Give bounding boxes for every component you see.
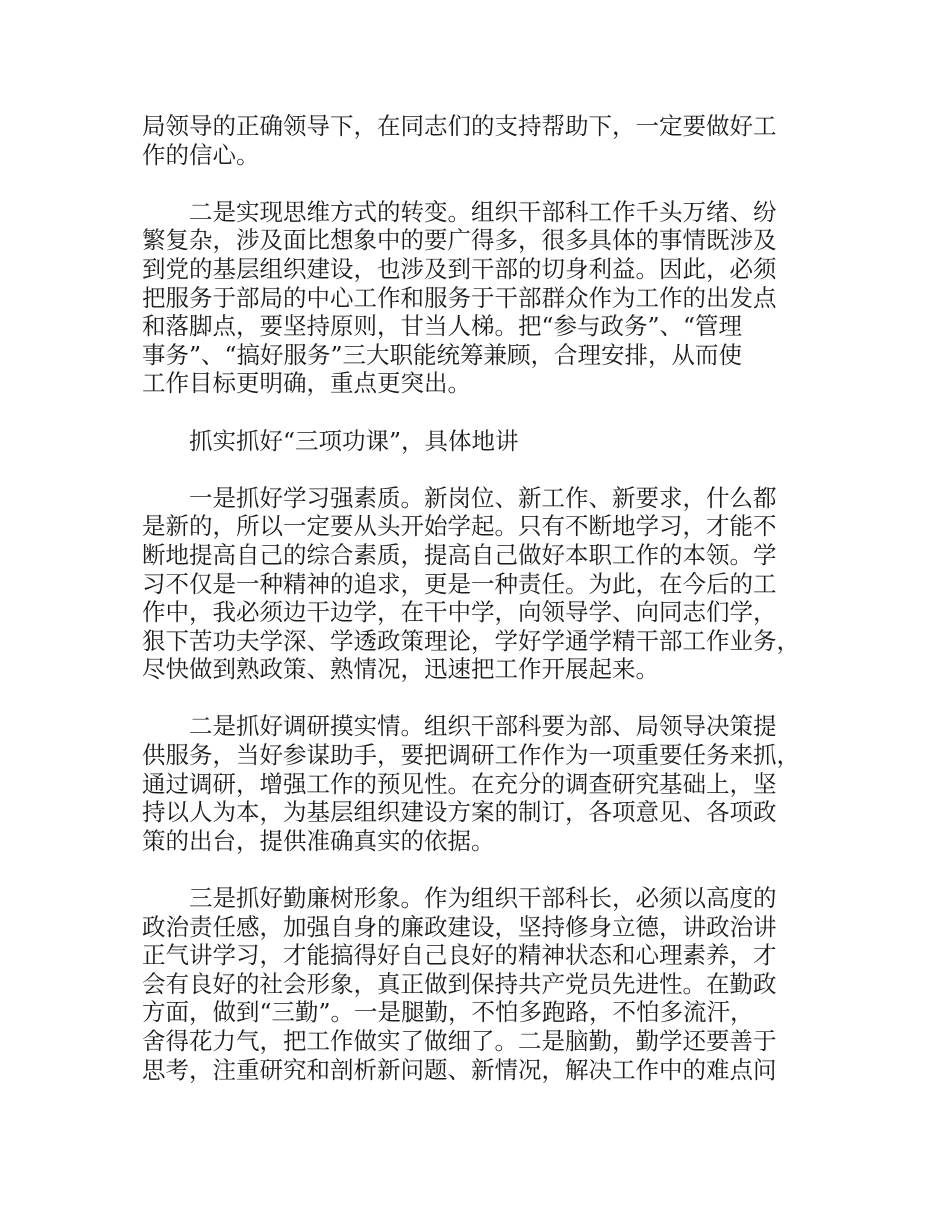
text-line: 作的信心。 <box>142 140 260 169</box>
text-line: 三是抓好勤廉树形象。作为组织干部科长，必须以高度的 <box>142 884 777 913</box>
text-line: 作中，我必须边干边学，在干中学，向领导学、向同志们学， <box>142 598 777 627</box>
text-line: 断地提高自己的综合素质，提高自己做好本职工作的本领。学 <box>142 540 777 569</box>
text-line: 习不仅是一种精神的追求，更是一种责任。为此，在今后的工 <box>142 569 777 598</box>
text-line: 是新的，所以一定要从头开始学起。只有不断地学习，才能不 <box>142 512 777 541</box>
text-line: 会有良好的社会形象，真正做到保持共产党员先进性。在勤政 <box>142 969 777 998</box>
text-line: 通过调研，增强工作的预见性。在充分的调查研究基础上，坚 <box>142 769 777 798</box>
text-line: 把服务于部局的中心工作和服务于干部群众作为工作的出发点 <box>142 283 777 312</box>
text-line: 工作目标更明确，重点更突出。 <box>142 369 471 398</box>
paragraph-integrity <box>142 884 822 1084</box>
text-line: 抓实抓好“三项功课”，具体地讲 <box>142 426 519 455</box>
text-line: 政治责任感，加强自身的廉政建设，坚持修身立德，讲政治讲 <box>142 912 777 941</box>
text-line: 方面，做到“三勤”。一是腿勤，不怕多跑路，不怕多流汗， <box>142 998 754 1027</box>
text-line: 一是抓好学习强素质。新岗位、新工作、新要求，什么都 <box>142 483 777 512</box>
text-line: 二是实现思维方式的转变。组织干部科工作千头万绪、纷 <box>142 197 777 226</box>
text-line: 局领导的正确领导下，在同志们的支持帮助下，一定要做好工 <box>142 112 777 140</box>
paragraph-intro-continuation <box>142 112 822 169</box>
text-line: 尽快做到熟政策、熟情况，迅速把工作开展起来。 <box>142 655 659 684</box>
text-line: 持以人为本，为基层组织建设方案的制订，各项意见、各项政 <box>142 798 777 827</box>
document-body <box>142 112 822 1113</box>
paragraph-study <box>142 484 822 684</box>
text-line: 狠下苦功夫学深、学透政策理论，学好学通学精干部工作业务， <box>142 626 800 655</box>
text-line: 策的出台，提供准确真实的依据。 <box>142 826 495 855</box>
paragraph-section-heading <box>142 427 822 456</box>
text-line: 舍得花力气，把工作做实了做细了。二是脑勤，勤学还要善于 <box>142 1027 777 1055</box>
paragraph-thinking-shift <box>142 198 822 398</box>
paragraph-research <box>142 712 822 855</box>
text-line: 到党的基层组织建设，也涉及到干部的切身利益。因此，必须 <box>142 254 777 283</box>
text-line: 繁复杂，涉及面比想象中的要广得多，很多具体的事情既涉及 <box>142 226 777 255</box>
text-line: 和落脚点，要坚持原则，甘当人梯。把“参与政务”、“管理 <box>142 312 743 341</box>
text-line: 事务”、“搞好服务”三大职能统筹兼顾，合理安排，从而使 <box>142 340 743 369</box>
text-line: 思考，注重研究和剖析新问题、新情况，解决工作中的难点问 <box>142 1055 777 1084</box>
text-line: 二是抓好调研摸实情。组织干部科要为部、局领导决策提 <box>142 712 777 741</box>
text-line: 供服务，当好参谋助手，要把调研工作作为一项重要任务来抓， <box>142 741 800 770</box>
text-line: 正气讲学习，才能搞得好自己良好的精神状态和心理素养，才 <box>142 941 777 970</box>
